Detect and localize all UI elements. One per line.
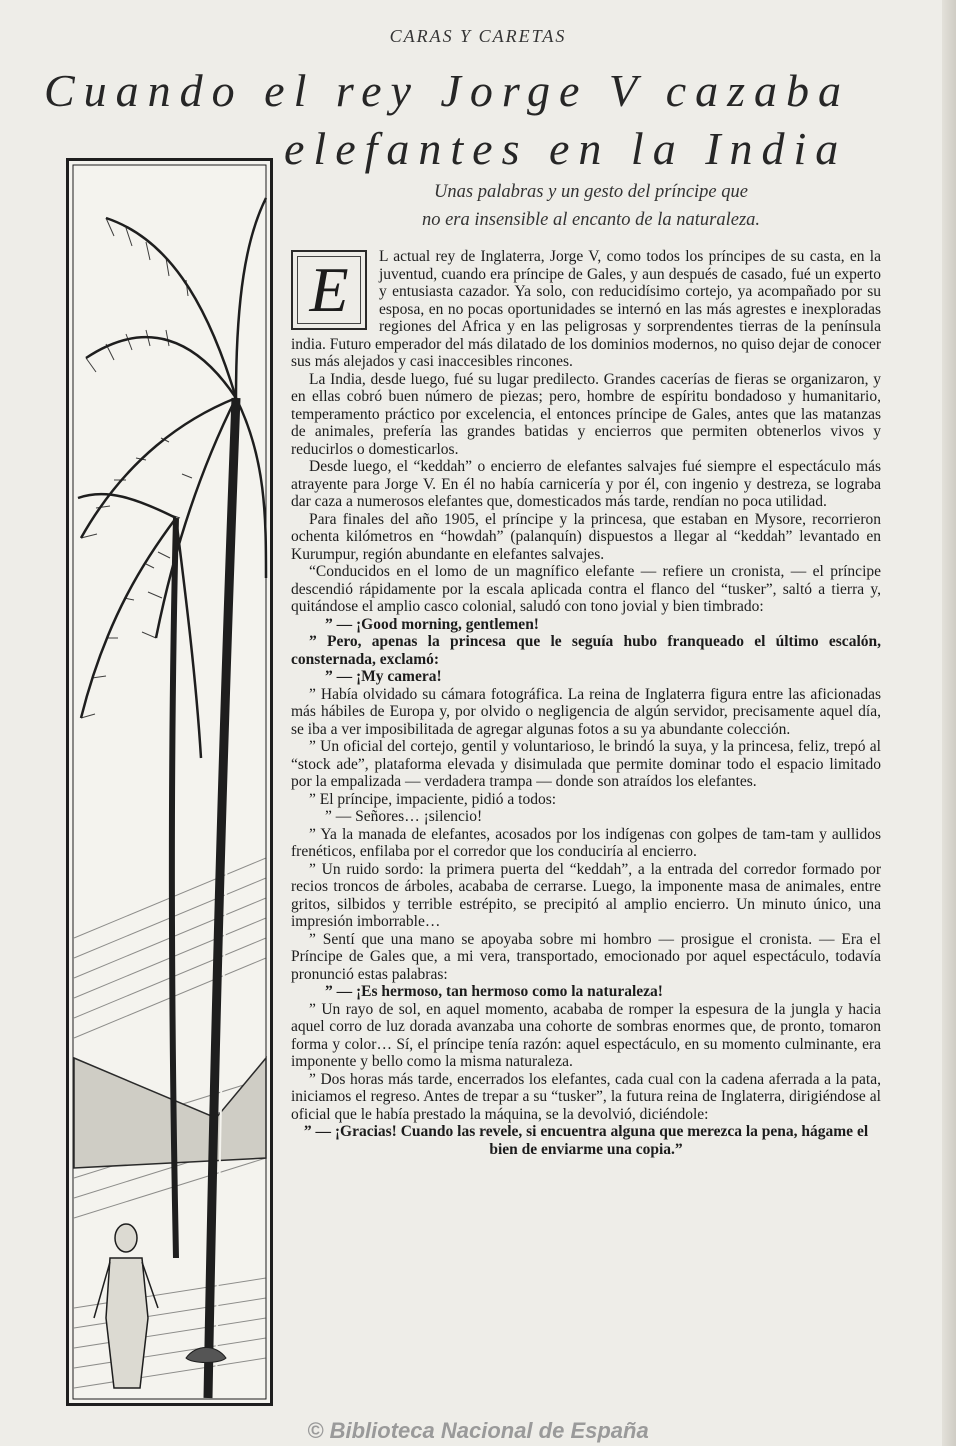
- quote-good-morning: ” — ¡Good morning, gentlemen!: [325, 615, 539, 633]
- paragraph-11: ” Un ruido sordo: la primera puerta del “keddah”, a la entrada del corredor formado por recios troncos de árboles, acababa de cerrarse. Luego, la imponente masa de animales, entre gritos, silbidos y terrible estrépito, se precipitó al amplio encierro. Un minuto único, una impresión imborrable…: [291, 860, 881, 930]
- page-edge: [942, 0, 956, 1446]
- masthead: CARAS Y CARETAS: [389, 26, 567, 46]
- paragraph-13: ” Un rayo de sol, en aquel momento, acababa de romper la espesura de la jungla y hacia aquel corro de luz dorada avanzaba una cohorte de sombras enormes que, de pronto, tomaron forma y color… Sí, el príncipe tenía razón: aquel espectáculo, en su momento culminante, era imponente y bello como la misma naturaleza.: [291, 1000, 881, 1070]
- headline-line-2: elefantes en la India: [284, 123, 848, 174]
- headline-line-1: Cuando el rey Jorge V cazaba: [44, 65, 851, 116]
- subtitle-line-1: Unas palabras y un gesto del príncipe que: [434, 182, 748, 202]
- paragraph-5: “Conducidos en el lomo de un magnífico elefante — refiere un cronista, — el príncipe descendió rápidamente por la escala aplicada contra el flanco del “tusker”, saltó a tierra y, quitándose el amplio casco colonial, saludó con tono jovial y bien timbrado:: [291, 563, 881, 615]
- paragraph-4: Para finales del año 1905, el príncipe y la princesa, que estaban en Mysore, recorrieron ochenta kilómetros en “howdah” (palanquín) dispuestos a llegar al “keddah” levantado en Kurumpur, región abundante en elefantes salvajes.: [291, 510, 881, 563]
- drop-cap: [291, 250, 367, 330]
- quote-es-hermoso: ” — ¡Es hermoso, tan hermoso como la naturaleza!: [325, 983, 663, 1000]
- quote-gracias: ” — ¡Gracias! Cuando las revele, si encuentra alguna que merezca la pena, hágame el bien de enviarme una copia.”: [303, 1123, 869, 1158]
- paragraph-8: ” Un oficial del cortejo, gentil y voluntarioso, le brindó la suya, y la princesa, feliz, trepó al “stock ade”, plataforma elevada y disimulada que permite dominar todo el espacio limitado por la empalizada — verdadera trampa — donde son atraídos los elefantes.: [291, 738, 881, 790]
- paragraph-6: ” Pero, apenas la princesa que le seguía hubo franqueado el último escalón, consternada, exclamó:: [291, 633, 881, 668]
- drop-cap-letter: E: [309, 254, 349, 325]
- paragraph-9: ” El príncipe, impaciente, pidió a todos:: [309, 790, 557, 808]
- paragraph-10: ” Ya la manada de elefantes, acosados por los indígenas con golpes de tam-tam y aullidos frenéticos, enfilaba por el corredor que los conduciría al encierro.: [291, 825, 881, 860]
- article-body: [291, 248, 881, 1158]
- subtitle: [356, 178, 826, 234]
- quote-silencio: ” — Señores… ¡silencio!: [325, 808, 483, 825]
- quote-my-camera: ” — ¡My camera!: [325, 668, 442, 685]
- subtitle-line-2: no era insensible al encanto de la naturaleza.: [421, 210, 761, 230]
- paragraph-7: ” Había olvidado su cámara fotográfica. La reina de Inglaterra figura entre las aficionadas más hábiles de Europa y, por olvido o negligencia de algún servidor, precisamente aquel día, se iba a ver imposibilitada de agregar algunas fotos a su ya abundante colección.: [291, 685, 881, 738]
- palm-tree-illustration: [66, 158, 273, 1406]
- paragraph-3: Desde luego, el “keddah” o encierro de elefantes salvajes fué siempre el espectáculo más atrayente para Jorge V. En él no había carnicería y por él, con ingenio y destreza, se lograba dar caza a numerosos elefantes que, domesticados más tarde, rendían no poca utilidad.: [291, 458, 881, 510]
- library-watermark: © Biblioteca Nacional de España: [307, 1418, 649, 1443]
- paragraph-1: L actual rey de Inglaterra, Jorge V, como todos los príncipes de su casta, en la juventud, cuando era príncipe de Gales, y aun después de casado, fué un experto y entusiasta cazador. Ya solo, con reducidísimo cortejo, ya acompañado por su esposa, en no pocas oportunidades se internó en las más agrestes e inexploradas regiones del Africa y en las peligrosas y sorprendentes tierras de la península india. Futuro emperador del más dilatado de los dominios modernos, no quiso dejar de conocer sus más alejados y casi inaccesibles rincones.: [291, 248, 881, 370]
- paragraph-12: ” Sentí que una mano se apoyaba sobre mi hombro — prosigue el cronista. — Era el Príncipe de Gales que, a mi vera, transportado, emocionado por aquel espectáculo, todavía pronunció estas palabras:: [291, 930, 881, 983]
- paragraph-2: La India, desde luego, fué su lugar predilecto. Grandes cacerías de fieras se organizaron, y en ellas cobró buen número de piezas; pero, hombre de espíritu bondadoso y humanitario, temperamento práctico por excelencia, el entonces príncipe de Gales, antes que las matanzas de animales, prefería las grandes batidas y encierros que permiten obtenerlos vivos y reducirlos o domesticarlos.: [291, 370, 881, 458]
- paragraph-14: ” Dos horas más tarde, encerrados los elefantes, cada cual con la cadena aferrada a la pata, iniciamos el regreso. Antes de trepar a su “tusker”, la futura reina de Inglaterra, dirigiéndose al oficial que le había prestado la máquina, se la devolvió, diciéndole:: [291, 1070, 881, 1123]
